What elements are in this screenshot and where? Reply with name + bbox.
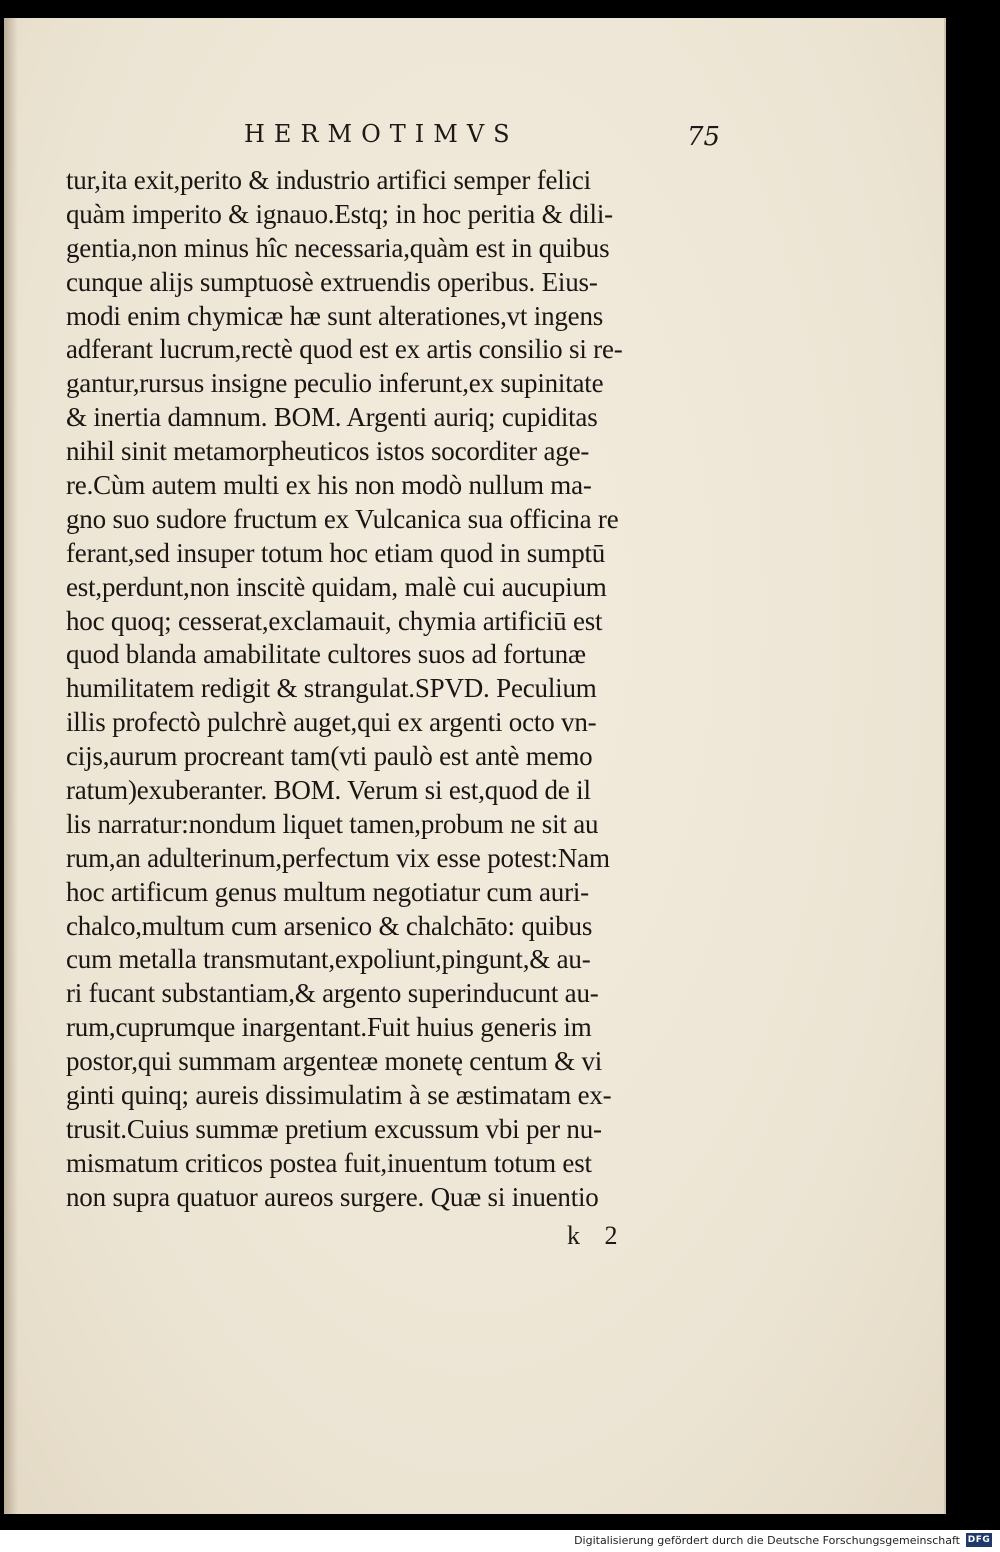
text-line: adferant lucrum,rectè quod est ex artis consilio si re- [66,334,623,365]
text-line: non supra quatuor aureos surgere. Quæ si inuentio [66,1181,599,1212]
text-line: mismatum criticos postea fuit,inuentum totum est [66,1147,592,1178]
text-line: illis profectò pulchrè auget,qui ex argenti octo vn- [66,707,597,738]
text-line: gantur,rursus insigne peculio inferunt,ex supinitate [66,368,604,399]
text-block [66,164,736,1215]
text-line: ferant,sed insuper totum hoc etiam quod in sumptū [66,537,606,568]
text-line: ginti quinq; aureis dissimulatim à se æstimatam ex- [66,1080,612,1111]
text-line: gentia,non minus hîc necessaria,quàm est in quibus [66,232,610,263]
text-line: gno suo sudore fructum ex Vulcanica sua officina re [66,503,619,534]
text-line: cum metalla transmutant,expoliunt,pingunt,& au- [66,944,591,975]
footer-bar [0,1530,1000,1552]
text-line: rum,cuprumque inargentant.Fuit huius generis im [66,1012,592,1043]
text-line: modi enim chymicæ hæ sunt alterationes,vt ingens [66,300,604,331]
signature-mark: k 2 [567,1221,618,1250]
text-line: est,perdunt,non inscitè quidam, malè cui aucupium [66,571,607,602]
book-page [4,18,946,1514]
text-line: cijs,aurum procreant tam(vti paulò est antè memo [66,741,593,772]
text-line: re.Cùm autem multi ex his non modò nullum ma- [66,470,592,501]
text-line: chalco,multum cum arsenico & chalchāto: quibus [66,910,593,941]
text-line: ri fucant substantiam,& argento superinducunt au- [66,978,599,1009]
text-line: rum,an adulterinum,perfectum vix esse potest:Nam [66,842,610,873]
page-number: 75 [687,122,721,152]
text-line: hoc artificum genus multum negotiatur cum auri- [66,876,589,907]
text-line: tur,ita exit,perito & industrio artifici semper felici [66,165,591,195]
funding-credit: Digitalisierung gefördert durch die Deutsche Forschungsgemeinschaft [574,1534,960,1547]
running-head: HERMOTIMVS [244,120,519,148]
text-line: hoc quoq; cesserat,exclamauit, chymia artificiū est [66,605,603,636]
text-line: postor,qui summam argenteæ monetę centum & vi [66,1046,603,1077]
text-line: humilitatem redigit & strangulat.SPVD. Peculium [66,673,597,704]
text-line: cunque alijs sumptuosè extruendis operibus. Eius- [66,266,598,297]
text-line: lis narratur:nondum liquet tamen,probum ne sit au [66,808,599,839]
dfg-logo-icon: DFG [967,1535,991,1545]
text-line: quod blanda amabilitate cultores suos ad fortunæ [66,639,586,670]
gutter-shadow [4,18,18,1514]
text-line: ratum)exuberanter. BOM. Verum si est,quod de il [66,775,591,806]
text-line: nihil sinit metamorpheuticos istos socorditer age- [66,436,590,467]
text-line: & inertia damnum. BOM. Argenti auriq; cupiditas [66,402,598,433]
text-line: trusit.Cuius summæ pretium excussum vbi per nu- [66,1113,602,1144]
text-line: quàm imperito & ignauo.Estq; in hoc peritia & dili- [66,198,613,229]
